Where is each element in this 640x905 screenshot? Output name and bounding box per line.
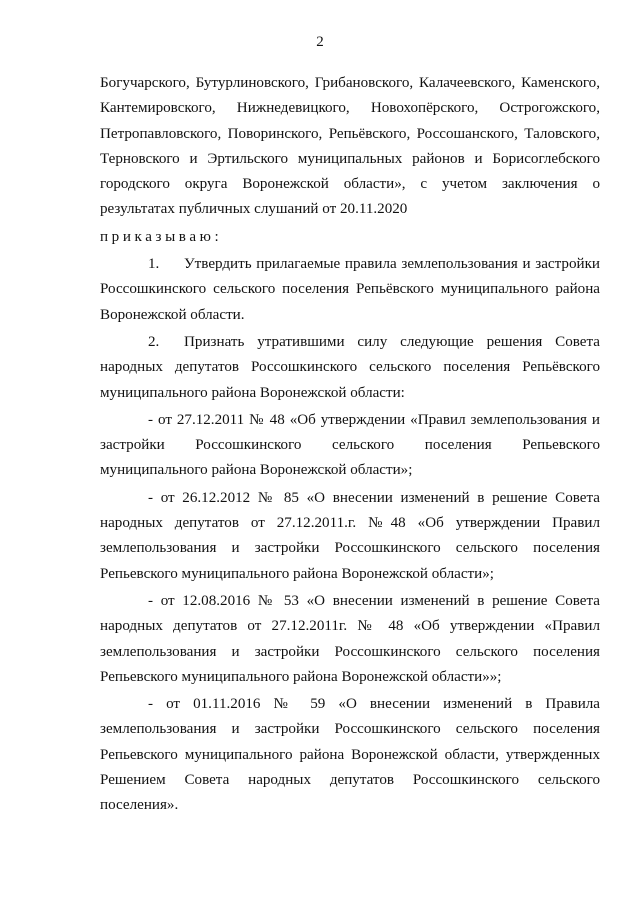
repealed-decision-3: - от 12.08.2016 № 53 «О внесении изменений в решение Совета народных депутатов от 27.12.2011г. № 48 «Об утверждении «Правил землепользования и застройки Россошкинского сельского поселения Репьевского муниципального района Воронежской области»»; bbox=[100, 592, 600, 685]
repealed-decision-2: - от 26.12.2012 № 85 «О внесении изменений в решение Совета народных депутатов от 27.12.2011.г. №48 «Об утверждении Правил землепользования и застройки Россошкинского сельского поселения Репьевского муниципального района Воронежской области»; bbox=[100, 489, 600, 582]
order-item-1-text: Утвердить прилагаемые правила землепользования и застройки Россошкинского сельского поселения Репьёвского муниципального района Воронежской области. bbox=[100, 256, 600, 323]
document-body bbox=[100, 71, 600, 819]
order-item-1 bbox=[100, 252, 600, 328]
intro-paragraph: Богучарского, Бутурлиновского, Грибановского, Калачеевского, Каменского, Кантемировского, Нижнедевицкого, Новохопёрского, Острогожского, Петропавловского, Поворинского, Репьёвского, Россошанского, Таловского, Терновского и Эртильского муниципальных районов и Борисоглебского городского округа Воронежской области», с учетом заключения о результатах публичных слушаний от 20.11.2020 bbox=[100, 75, 600, 218]
page-number: 2 bbox=[316, 34, 324, 50]
repealed-decision-1: - от 27.12.2011 № 48 «Об утверждении «Правил землепользования и застройки Россошкинского сельского поселения Репьевского муниципального района Воронежской области»; bbox=[100, 411, 600, 479]
repealed-decision-4: - от 01.11.2016 № 59 «О внесении изменений в Правила землепользования и застройки Россошкинского сельского поселения Репьевского муниципального района Воронежской области, утвержденных Решением Совета народных депутатов Россошкинского сельского поселения». bbox=[100, 696, 600, 814]
order-item-2 bbox=[100, 330, 600, 406]
order-item-2-number: 2. bbox=[148, 333, 160, 350]
order-item-1-number: 1. bbox=[148, 256, 160, 273]
order-preamble: приказываю: bbox=[100, 228, 223, 245]
order-item-2-text: Признать утратившими силу следующие решения Совета народных депутатов Россошкинского сельского поселения Репьёвского муниципального района Воронежской области: bbox=[100, 333, 600, 401]
